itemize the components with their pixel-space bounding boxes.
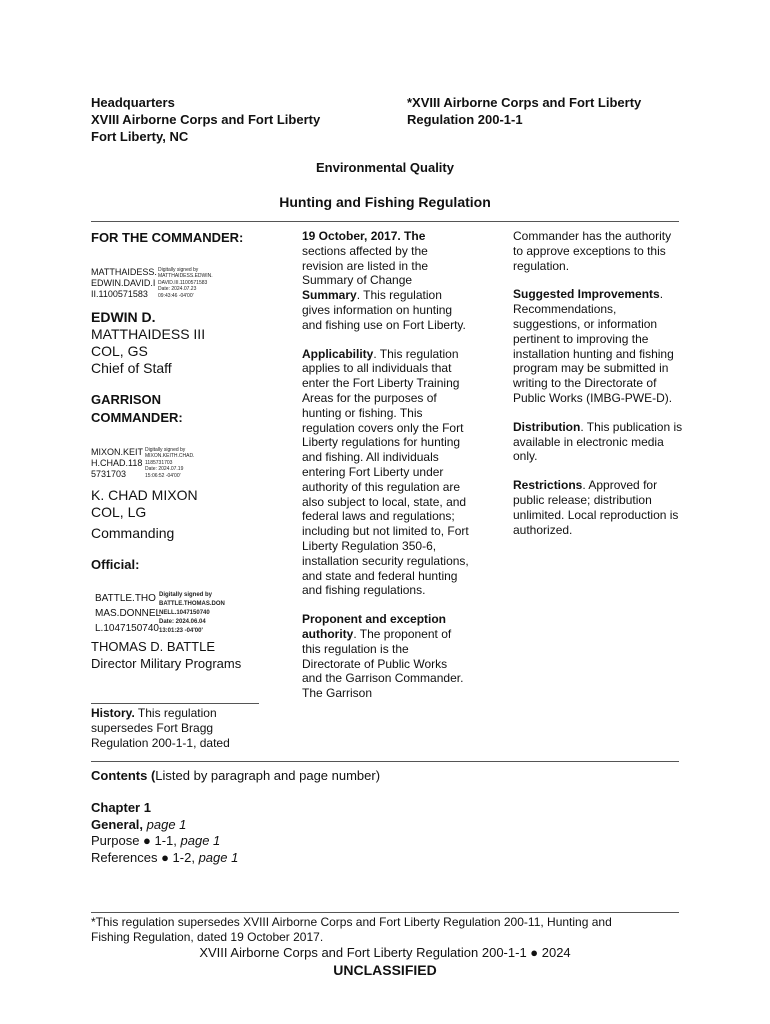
signature-name: 5731703 [91,469,127,479]
signature-name: MATTHAIDESS. [91,267,157,277]
proponent-label: Proponent and exception authority [302,612,447,641]
digital-signature-3 [95,591,275,634]
signature-detail-line: NELL.1047150740 [159,610,210,616]
signature-detail-line: Date: 2024.06.04 [159,619,206,625]
restrictions-text: . Approved for public release; distribution unlimited. Local reproduction is authorized. [513,478,679,537]
history-divider [91,703,259,704]
signatory-3 [91,638,291,672]
signature-details [158,267,213,299]
applicability-paragraph [302,347,470,599]
garrison-line: GARRISON [91,392,162,407]
garrison-line: COMMANDER: [91,410,183,425]
footnote-line: *This regulation supersedes XVIII Airborne Corps and Fort Liberty Regulation 200-11, Hunting and [91,915,612,929]
signature-detail-line: 09:43:46 -04'00' [158,292,194,299]
history-text: This regulation supersedes Fort Bragg Regulation 200-1-1, dated [91,706,230,750]
toc-entry-general[interactable] [91,817,491,834]
garrison-commander-label [91,391,271,427]
signature-detail-line: BATTLE.THOMAS.DON [159,601,225,607]
header-left-line: Headquarters [91,95,175,110]
signature-detail-line: 1185731703 [145,459,173,466]
table-of-contents [91,800,491,866]
signature-detail-line: DAVID.III.1100571583 [158,279,208,286]
signatory-name: THOMAS D. BATTLE [91,639,215,654]
header-left [91,94,391,145]
regulation-footer: XVIII Airborne Corps and Fort Liberty Regulation 200-1-1 ● 2024 [199,945,571,960]
signature-detail-line: 15:06:52 -04'00' [145,472,181,479]
signatory-title: Commanding [91,525,175,541]
official-label: Official: [91,557,140,572]
header-right-line: *XVIII Airborne Corps and Fort Liberty [407,95,642,110]
toc-entry-page: page 1 [198,849,239,865]
contents-heading-text: Listed by paragraph and page number) [155,768,381,783]
toc-entry-label: Purpose ● 1-1, [91,833,181,848]
contents-divider [91,761,679,762]
digital-signature-2 [91,447,271,483]
signature-detail-line: 13:01:23 -04'00' [159,628,203,634]
signatory-name: MATTHAIDESS III [91,326,206,342]
right-column [513,229,683,551]
summary-paragraph [302,229,470,333]
header-right [407,94,707,128]
signature-name: BATTLE.THO [95,593,156,604]
distribution-text: . This publication is available in electronic media only. [513,419,683,464]
signatory-title: Chief of Staff [91,360,172,376]
toc-chapter: Chapter 1 [91,800,151,815]
signature-name: II.1100571583 [91,289,148,299]
for-commander-label: FOR THE COMMANDER: [91,230,244,245]
restrictions-label: Restrictions [513,478,583,493]
signature-name: MAS.DONNEL [95,608,162,619]
signature-name: H.CHAD.118 [91,458,143,468]
proponent-paragraph [302,612,470,701]
summary-date: 19 October, 2017. The [302,229,426,243]
signatory-name: K. CHAD MIXON [91,487,198,503]
applicability-label: Applicability [302,346,374,361]
summary-text: sections affected by the revision are listed in the Summary of Change [302,243,429,288]
signature-detail-line: Digitally signed by [145,447,186,453]
improvements-paragraph [513,287,683,405]
signature-details [145,447,194,479]
footnote-line: Fishing Regulation, dated 19 October 2017. [91,930,324,944]
signatory-1 [91,309,271,377]
proponent-text: . The proponent of this regulation is the Directorate of Public Works and the Garrison Commander. The Garrison [302,626,464,701]
signature-name: MIXON.KEIT [91,447,144,457]
authority-paragraph: Commander has the authority to approve exceptions to this regulation. [513,229,672,273]
title-divider [91,221,679,222]
contents-heading-bold: Contents ( [91,768,156,783]
toc-entry-references[interactable] [91,850,491,867]
history-label: History. [91,706,135,720]
distribution-label: Distribution [513,419,581,434]
signature-detail-line: Digitally signed by [159,592,213,598]
history-paragraph [91,706,261,750]
signature-details [159,591,225,636]
distribution-paragraph [513,420,683,464]
middle-column [302,229,470,715]
contents-heading [91,768,591,785]
digital-signature-1 [91,267,271,303]
signature-detail-line: MATTHAIDESS.EDWIN. [158,273,213,280]
header-left-line: XVIII Airborne Corps and Fort Liberty [91,112,321,127]
signatory-title: Director Military Programs [91,656,242,671]
header-left-line: Fort Liberty, NC [91,129,189,144]
toc-entry-page: page 1 [146,816,187,832]
signatory-rank: COL, LG [91,504,147,520]
improvements-text: . Recommendations, suggestions, or information pertinent to improving the installation hunting and fishing program may be submitted in writing to the Directorate of Public Works (IMBG-PWE-D). [513,287,674,405]
toc-entry-purpose[interactable] [91,833,491,850]
signatory-rank: COL, GS [91,343,148,359]
signatory-2 [91,487,271,542]
signature-detail-line: Date: 2024.07.19 [145,466,184,473]
subject-title: Environmental Quality [316,160,454,175]
toc-entry-label: References ● 1-2, [91,849,199,865]
signatory-name: EDWIN D. [91,309,156,325]
summary-label: Summary [302,288,357,303]
header-right-line: Regulation 200-1-1 [407,112,523,127]
signature-detail-line: Digitally signed by [158,267,199,273]
footnote-divider [91,912,679,913]
toc-entry-label: General, [91,816,147,832]
signature-name: L.1047150740 [95,623,159,634]
applicability-text: . This regulation applies to all individuals that enter the Fort Liberty Training Areas for the purposes of hunting or fishing. This regulation covers only the Fort Liberty regulations for hunting and fishing. All individuals entering Fort Liberty under authority of this regulation are also subject to local, state, and federal laws and regulations; including but not limited to, Fort Liberty Regulation 350-6, installation security regulations, and state and federal hunting and fishing regulations. [302,346,469,598]
improvements-label: Suggested Improvements [513,287,660,302]
signature-name: EDWIN.DAVID.I [91,278,156,288]
document-title: Hunting and Fishing Regulation [279,194,491,210]
classification-marking: UNCLASSIFIED [333,962,437,978]
restrictions-paragraph [513,478,683,537]
footnote [91,915,691,945]
signature-detail-line: MIXON.KEITH.CHAD. [145,453,195,460]
summary-tail: . This regulation gives information on hunting and fishing use on Fort Liberty. [302,288,466,332]
toc-entry-page: page 1 [180,833,221,848]
left-column [91,229,271,247]
signature-detail-line: Date: 2024.07.23 [158,286,197,293]
